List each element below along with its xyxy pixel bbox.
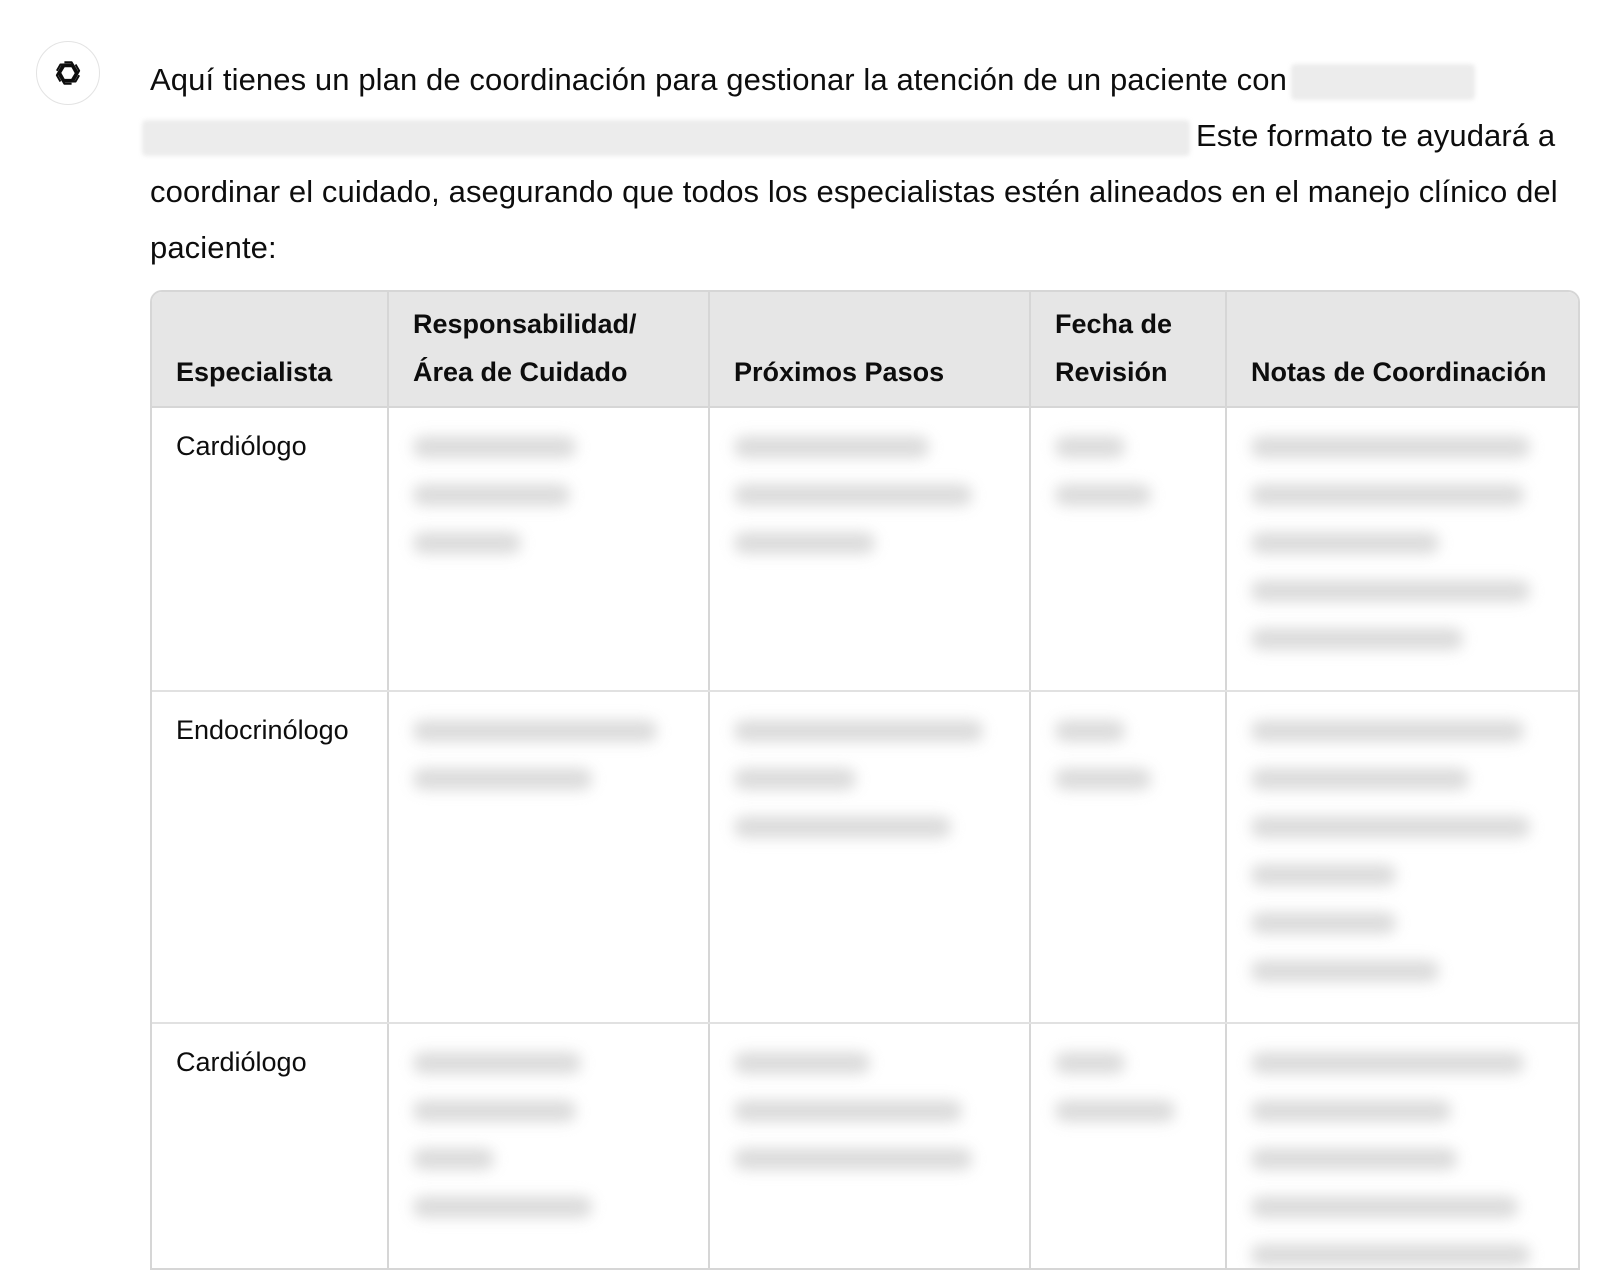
redacted-text (142, 120, 1190, 156)
intro-paragraph (150, 52, 1580, 276)
openai-logo-icon (50, 55, 86, 91)
table-row (152, 691, 1578, 1023)
redacted-cell (1226, 407, 1578, 691)
intro-text-part1: Aquí tienes un plan de coordinación para gestionar la atención de un paciente con (150, 62, 1287, 97)
table-header-row (152, 292, 1578, 407)
assistant-message (150, 52, 1580, 276)
header-fecha-revision: Fecha de Revisión (1030, 292, 1226, 407)
cell-especialista: Cardiólogo (152, 407, 388, 691)
cell-especialista: Endocrinólogo (152, 691, 388, 1023)
table-row (152, 1023, 1578, 1270)
redacted-cell (1030, 1023, 1226, 1270)
coordination-table (150, 290, 1580, 1270)
redacted-cell (1030, 691, 1226, 1023)
redacted-cell (1226, 1023, 1578, 1270)
table-row (152, 407, 1578, 691)
redacted-cell (709, 691, 1030, 1023)
intro-text-part2: Este formato te ayudará a coordinar el cuidado, asegurando que todos los especialistas estén alineados en el manejo clínico del paciente: (150, 118, 1558, 265)
header-proximos-pasos: Próximos Pasos (709, 292, 1030, 407)
redacted-cell (709, 407, 1030, 691)
redacted-cell (1030, 407, 1226, 691)
assistant-avatar (36, 41, 100, 105)
cell-especialista: Cardiólogo (152, 1023, 388, 1270)
header-notas-coordinacion: Notas de Coordinación (1226, 292, 1578, 407)
redacted-cell (1226, 691, 1578, 1023)
redacted-cell (709, 1023, 1030, 1270)
header-responsabilidad: Responsabilidad/ Área de Cuidado (388, 292, 709, 407)
redacted-cell (388, 407, 709, 691)
redacted-cell (388, 691, 709, 1023)
header-especialista: Especialista (152, 292, 388, 407)
redacted-text (1291, 64, 1475, 100)
redacted-cell (388, 1023, 709, 1270)
